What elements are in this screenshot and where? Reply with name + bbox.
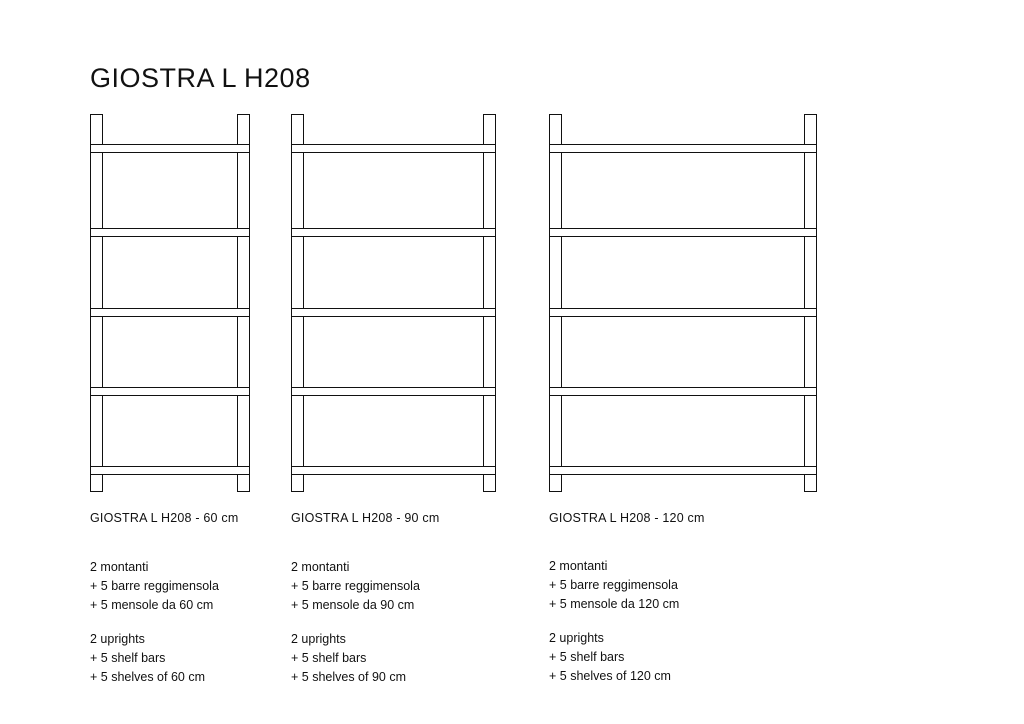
shelf-unit-60cm bbox=[90, 114, 250, 492]
caption-unit-90cm: GIOSTRA L H208 - 90 cm bbox=[291, 511, 440, 525]
upright-right bbox=[237, 114, 250, 492]
caption-unit-60cm: GIOSTRA L H208 - 60 cm bbox=[90, 511, 239, 525]
shelf-bar-4 bbox=[291, 387, 496, 396]
shelf-bar-3 bbox=[90, 308, 250, 317]
shelf-bar-4 bbox=[549, 387, 817, 396]
spec-line: + 5 barre reggimensola bbox=[291, 579, 420, 593]
spec-line: 2 uprights bbox=[549, 631, 604, 645]
shelf-bar-5 bbox=[549, 466, 817, 475]
upright-left bbox=[291, 114, 304, 492]
spec-line: + 5 shelves of 60 cm bbox=[90, 670, 205, 684]
shelf-bar-3 bbox=[549, 308, 817, 317]
shelf-bar-1 bbox=[90, 144, 250, 153]
spec-line: + 5 shelf bars bbox=[90, 651, 166, 665]
spec-line: 2 uprights bbox=[291, 632, 346, 646]
specs-unit-120cm bbox=[549, 557, 679, 686]
spec-spacer bbox=[549, 614, 679, 629]
shelf-bar-3 bbox=[291, 308, 496, 317]
shelf-bar-2 bbox=[549, 228, 817, 237]
spec-line: 2 montanti bbox=[291, 560, 350, 574]
spec-line: + 5 mensole da 60 cm bbox=[90, 598, 214, 612]
shelf-bar-2 bbox=[291, 228, 496, 237]
caption-unit-120cm: GIOSTRA L H208 - 120 cm bbox=[549, 511, 705, 525]
shelf-bar-1 bbox=[549, 144, 817, 153]
spec-line: + 5 shelf bars bbox=[291, 651, 367, 665]
upright-right bbox=[804, 114, 817, 492]
page-title: GIOSTRA L H208 bbox=[90, 63, 311, 94]
spec-line: 2 uprights bbox=[90, 632, 145, 646]
upright-left bbox=[549, 114, 562, 492]
shelf-unit-90cm bbox=[291, 114, 496, 492]
spec-line: + 5 mensole da 120 cm bbox=[549, 597, 680, 611]
spec-line: + 5 mensole da 90 cm bbox=[291, 598, 415, 612]
shelf-bar-4 bbox=[90, 387, 250, 396]
shelf-bar-1 bbox=[291, 144, 496, 153]
shelf-bar-5 bbox=[291, 466, 496, 475]
specs-unit-60cm bbox=[90, 558, 219, 687]
spec-spacer bbox=[90, 615, 219, 630]
spec-line: + 5 shelves of 120 cm bbox=[549, 669, 671, 683]
shelf-unit-120cm bbox=[549, 114, 817, 492]
spec-line: + 5 barre reggimensola bbox=[549, 578, 678, 592]
spec-line: 2 montanti bbox=[90, 560, 149, 574]
spec-line: + 5 shelves of 90 cm bbox=[291, 670, 406, 684]
spec-spacer bbox=[291, 615, 420, 630]
specs-unit-90cm bbox=[291, 558, 420, 687]
spec-line: + 5 barre reggimensola bbox=[90, 579, 219, 593]
spec-line: + 5 shelf bars bbox=[549, 650, 625, 664]
upright-right bbox=[483, 114, 496, 492]
upright-left bbox=[90, 114, 103, 492]
shelf-bar-2 bbox=[90, 228, 250, 237]
shelf-bar-5 bbox=[90, 466, 250, 475]
spec-line: 2 montanti bbox=[549, 559, 608, 573]
